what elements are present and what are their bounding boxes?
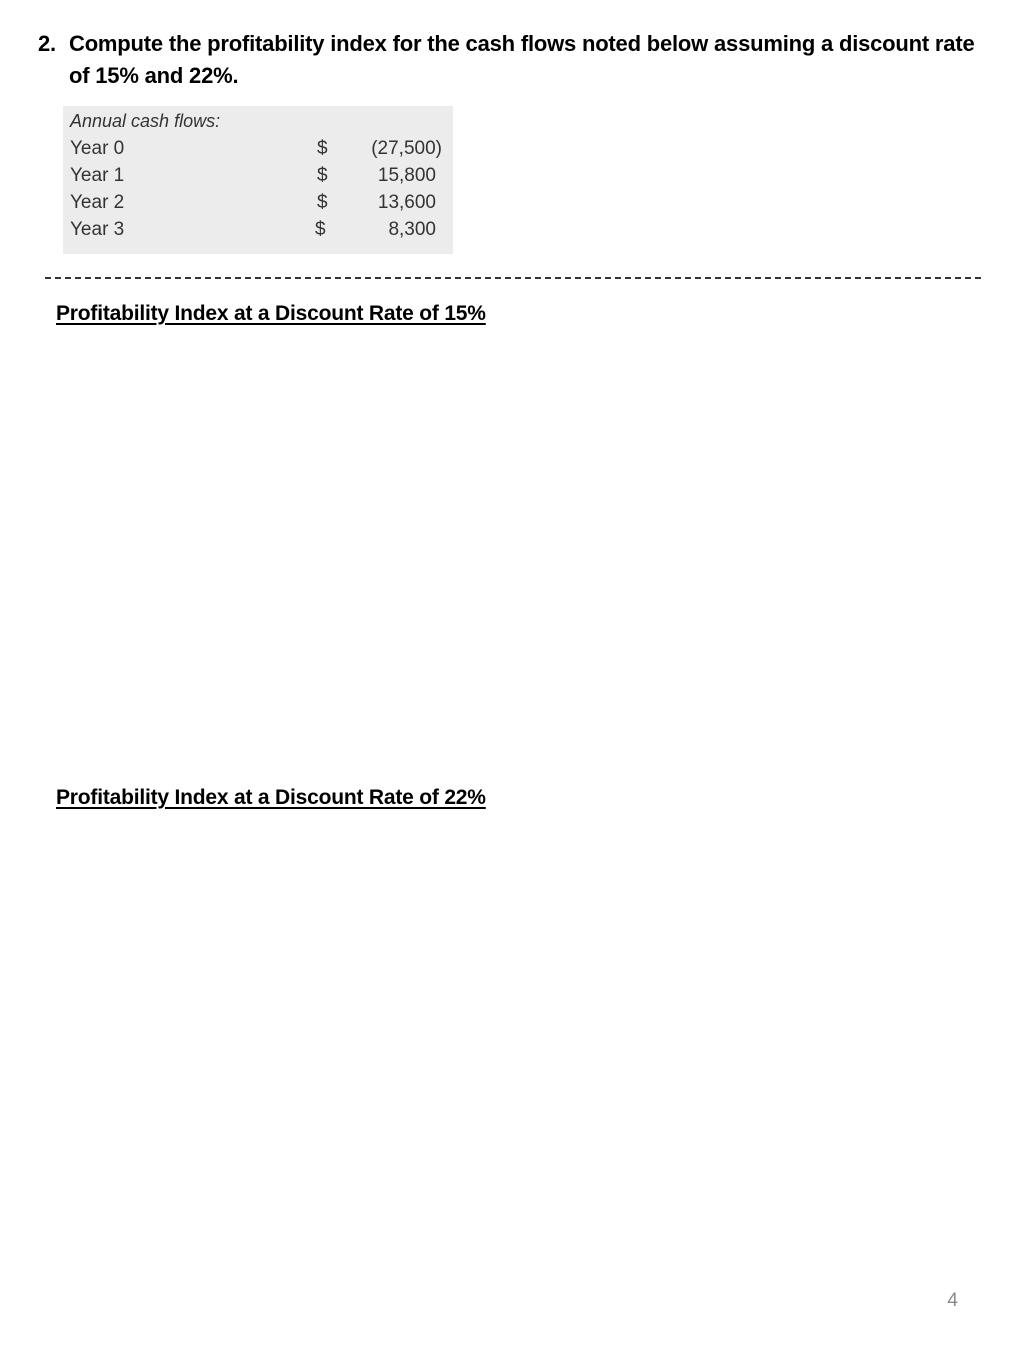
question (38, 28, 978, 92)
cash-flow-row-year-3 (70, 219, 442, 245)
section-title-rate-22: Profitability Index at a Discount Rate of 22% (56, 786, 486, 809)
row-amount: 15,800 (377, 165, 436, 186)
cash-flow-heading: Annual cash flows: (70, 111, 221, 131)
page-number: 4 (947, 1290, 958, 1311)
row-currency: $ (317, 165, 328, 186)
row-label: Year 1 (70, 165, 125, 186)
row-amount: 13,600 (377, 192, 436, 213)
row-label: Year 2 (70, 192, 125, 213)
cash-flow-row-year-0 (70, 138, 442, 164)
question-number: 2. (38, 31, 56, 56)
cash-flow-table (63, 106, 453, 254)
row-label: Year 0 (70, 138, 125, 159)
cash-flow-row-year-2 (70, 192, 442, 218)
row-amount: (27,500) (371, 138, 442, 159)
row-currency: $ (315, 219, 326, 240)
row-label: Year 3 (70, 219, 125, 240)
row-currency: $ (317, 138, 328, 159)
cash-flow-row-year-1 (70, 165, 442, 191)
section-title-rate-15: Profitability Index at a Discount Rate of 15% (56, 302, 486, 325)
row-currency: $ (317, 192, 328, 213)
dashed-divider (45, 277, 981, 279)
question-text: Compute the profitability index for the cash flows noted below assuming a discount rate of 15% and 22%. (69, 31, 975, 88)
row-amount: 8,300 (388, 219, 436, 240)
